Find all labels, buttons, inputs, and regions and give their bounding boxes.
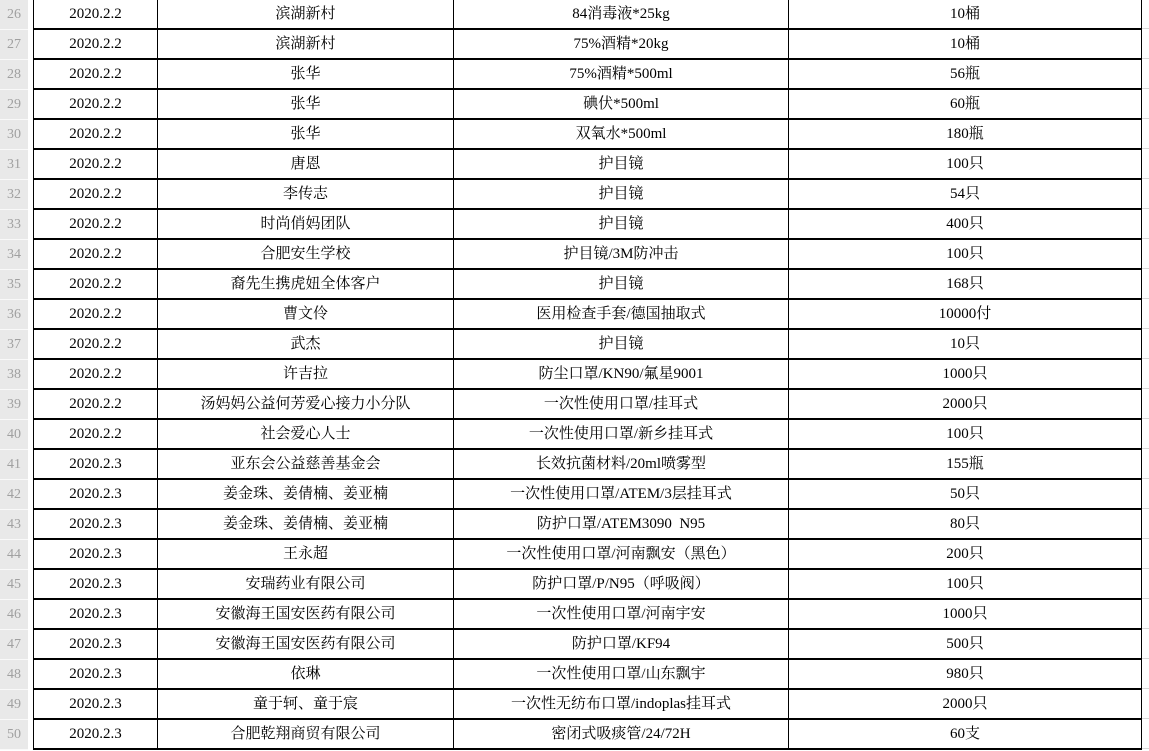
cell-date[interactable]: 2020.2.3 (34, 630, 158, 658)
cell-donor[interactable]: 姜金珠、姜倩楠、姜亚楠 (158, 480, 454, 508)
cell-item[interactable]: 一次性使用口罩/河南宇安 (454, 600, 789, 628)
cell-donor[interactable]: 合肥乾翔商贸有限公司 (158, 720, 454, 748)
cell-date[interactable]: 2020.2.2 (34, 240, 158, 268)
table-row (34, 660, 1142, 690)
cell-item[interactable]: 一次性使用口罩/ATEM/3层挂耳式 (454, 480, 789, 508)
row-number[interactable]: 45 (0, 570, 28, 600)
donation-table (33, 0, 1142, 750)
cell-date[interactable]: 2020.2.3 (34, 690, 158, 718)
cell-item[interactable]: 75%酒精*500ml (454, 60, 789, 88)
gridline-stub (1142, 418, 1149, 419)
cell-donor[interactable]: 依琳 (158, 660, 454, 688)
cell-quantity[interactable]: 10桶 (789, 30, 1142, 58)
cell-donor[interactable]: 社会爱心人士 (158, 420, 454, 448)
cell-date[interactable]: 2020.2.3 (34, 540, 158, 568)
row-number[interactable]: 41 (0, 450, 28, 480)
table-row (34, 270, 1142, 300)
cell-item[interactable]: 长效抗菌材料/20ml喷雾型 (454, 450, 789, 478)
row-number[interactable]: 42 (0, 480, 28, 510)
cell-date[interactable]: 2020.2.2 (34, 330, 158, 358)
cell-date[interactable]: 2020.2.3 (34, 720, 158, 748)
cell-item[interactable]: 一次性无纺布口罩/indoplas挂耳式 (454, 690, 789, 718)
table-row (34, 690, 1142, 720)
cell-quantity[interactable]: 100只 (789, 420, 1142, 448)
cell-donor[interactable]: 许吉拉 (158, 360, 454, 388)
row-number[interactable]: 50 (0, 720, 28, 750)
cell-date[interactable]: 2020.2.2 (34, 360, 158, 388)
cell-donor[interactable]: 汤妈妈公益何芳爱心接力小分队 (158, 390, 454, 418)
table-row (34, 360, 1142, 390)
cell-donor[interactable]: 张华 (158, 60, 454, 88)
gridline-stub (1142, 178, 1149, 179)
table-row (34, 570, 1142, 600)
cell-date[interactable]: 2020.2.3 (34, 570, 158, 598)
cell-quantity[interactable]: 10桶 (789, 0, 1142, 28)
row-number[interactable]: 44 (0, 540, 28, 570)
row-number[interactable]: 30 (0, 120, 28, 150)
cell-item[interactable]: 密闭式吸痰管/24/72H (454, 720, 789, 748)
cell-date[interactable]: 2020.2.2 (34, 30, 158, 58)
table-row (34, 120, 1142, 150)
cell-item[interactable]: 防护口罩/P/N95（呼吸阀） (454, 570, 789, 598)
cell-quantity[interactable]: 80只 (789, 510, 1142, 538)
cell-date[interactable]: 2020.2.2 (34, 0, 158, 28)
row-number[interactable]: 32 (0, 180, 28, 210)
row-number[interactable]: 27 (0, 30, 28, 60)
cell-date[interactable]: 2020.2.2 (34, 120, 158, 148)
table-row (34, 720, 1142, 750)
cell-quantity[interactable]: 400只 (789, 210, 1142, 238)
cell-donor[interactable]: 时尚俏妈团队 (158, 210, 454, 238)
table-row (34, 450, 1142, 480)
cell-quantity[interactable]: 980只 (789, 660, 1142, 688)
gridline-stub (1142, 628, 1149, 629)
cell-quantity[interactable]: 155瓶 (789, 450, 1142, 478)
gridline-stub (1142, 298, 1149, 299)
gridline-stub (1142, 238, 1149, 239)
table-row (34, 60, 1142, 90)
gridline-stub (1142, 268, 1149, 269)
cell-date[interactable]: 2020.2.2 (34, 420, 158, 448)
cell-date[interactable]: 2020.2.3 (34, 480, 158, 508)
table-row (34, 480, 1142, 510)
cell-item[interactable]: 一次性使用口罩/挂耳式 (454, 390, 789, 418)
cell-item[interactable]: 一次性使用口罩/新乡挂耳式 (454, 420, 789, 448)
table-row (34, 240, 1142, 270)
gridline-stub (1142, 88, 1149, 89)
row-number[interactable]: 43 (0, 510, 28, 540)
cell-quantity[interactable]: 56瓶 (789, 60, 1142, 88)
cell-quantity[interactable]: 2000只 (789, 690, 1142, 718)
gridline-stub (1142, 478, 1149, 479)
cell-date[interactable]: 2020.2.2 (34, 270, 158, 298)
cell-quantity[interactable]: 100只 (789, 240, 1142, 268)
cell-date[interactable]: 2020.2.2 (34, 180, 158, 208)
cell-item[interactable]: 医用检查手套/德国抽取式 (454, 300, 789, 328)
cell-date[interactable]: 2020.2.2 (34, 60, 158, 88)
cell-item[interactable]: 防护口罩/ATEM3090 N95 (454, 510, 789, 538)
row-number[interactable]: 35 (0, 270, 28, 300)
row-number[interactable]: 47 (0, 630, 28, 660)
cell-item[interactable]: 护目镜 (454, 180, 789, 208)
gridline-stub (1142, 748, 1149, 749)
cell-item[interactable]: 一次性使用口罩/河南飘安（黑色） (454, 540, 789, 568)
gridline-stub (1142, 118, 1149, 119)
row-number[interactable]: 29 (0, 90, 28, 120)
row-number-gutter (0, 0, 28, 751)
cell-date[interactable]: 2020.2.2 (34, 390, 158, 418)
cell-quantity[interactable]: 100只 (789, 150, 1142, 178)
cell-quantity[interactable]: 50只 (789, 480, 1142, 508)
cell-quantity[interactable]: 10只 (789, 330, 1142, 358)
row-number[interactable]: 49 (0, 690, 28, 720)
cell-item[interactable]: 碘伏*500ml (454, 90, 789, 118)
cell-item[interactable]: 护目镜 (454, 150, 789, 178)
row-number[interactable]: 46 (0, 600, 28, 630)
cell-donor[interactable]: 童于轲、童于宸 (158, 690, 454, 718)
row-number[interactable]: 31 (0, 150, 28, 180)
cell-item[interactable]: 防护口罩/KF94 (454, 630, 789, 658)
table-row (34, 90, 1142, 120)
row-number[interactable]: 38 (0, 360, 28, 390)
cell-date[interactable]: 2020.2.2 (34, 300, 158, 328)
cell-donor[interactable]: 安徽海王国安医药有限公司 (158, 630, 454, 658)
cell-date[interactable]: 2020.2.3 (34, 510, 158, 538)
cell-quantity[interactable]: 500只 (789, 630, 1142, 658)
cell-item[interactable]: 护目镜 (454, 210, 789, 238)
cell-date[interactable]: 2020.2.2 (34, 90, 158, 118)
gridline-stub (1142, 388, 1149, 389)
cell-quantity[interactable]: 168只 (789, 270, 1142, 298)
gridline-stub (1142, 208, 1149, 209)
row-number[interactable]: 36 (0, 300, 28, 330)
cell-item[interactable]: 护目镜 (454, 330, 789, 358)
cell-date[interactable]: 2020.2.3 (34, 600, 158, 628)
cell-donor[interactable]: 曹文伶 (158, 300, 454, 328)
row-number[interactable]: 33 (0, 210, 28, 240)
cell-donor[interactable]: 武杰 (158, 330, 454, 358)
row-number[interactable]: 37 (0, 330, 28, 360)
table-row (34, 390, 1142, 420)
cell-quantity[interactable]: 180瓶 (789, 120, 1142, 148)
gridline-stub (1142, 598, 1149, 599)
cell-quantity[interactable]: 1000只 (789, 360, 1142, 388)
cell-item[interactable]: 84消毒液*25kg (454, 0, 789, 28)
cell-donor[interactable]: 滨湖新村 (158, 30, 454, 58)
cell-quantity[interactable]: 60支 (789, 720, 1142, 748)
cell-donor[interactable]: 合肥安生学校 (158, 240, 454, 268)
table-row (34, 150, 1142, 180)
cell-donor[interactable]: 姜金珠、姜倩楠、姜亚楠 (158, 510, 454, 538)
cell-item[interactable]: 护目镜/3M防冲击 (454, 240, 789, 268)
table-row (34, 420, 1142, 450)
cell-donor[interactable]: 张华 (158, 90, 454, 118)
cell-donor[interactable]: 滨湖新村 (158, 0, 454, 28)
cell-item[interactable]: 一次性使用口罩/山东飘宇 (454, 660, 789, 688)
gridline-stub (1142, 568, 1149, 569)
row-number[interactable]: 48 (0, 660, 28, 690)
cell-item[interactable]: 护目镜 (454, 270, 789, 298)
cell-quantity[interactable]: 200只 (789, 540, 1142, 568)
cell-date[interactable]: 2020.2.2 (34, 210, 158, 238)
table-row (34, 0, 1142, 30)
gridline-stub (1142, 718, 1149, 719)
table-row (34, 300, 1142, 330)
table-row (34, 330, 1142, 360)
table-row (34, 600, 1142, 630)
cell-date[interactable]: 2020.2.3 (34, 450, 158, 478)
cell-donor[interactable]: 张华 (158, 120, 454, 148)
gridline-stub (1142, 688, 1149, 689)
row-number[interactable]: 40 (0, 420, 28, 450)
table-row (34, 180, 1142, 210)
cell-quantity[interactable]: 2000只 (789, 390, 1142, 418)
gridline-stub (1142, 508, 1149, 509)
cell-donor[interactable]: 裔先生携虎妞全体客户 (158, 270, 454, 298)
cell-date[interactable]: 2020.2.2 (34, 150, 158, 178)
cell-quantity[interactable]: 1000只 (789, 600, 1142, 628)
cell-donor[interactable]: 亚东会公益慈善基金会 (158, 450, 454, 478)
gridline-stub (1142, 448, 1149, 449)
cell-quantity[interactable]: 54只 (789, 180, 1142, 208)
table-row (34, 210, 1142, 240)
gridline-stub (1142, 658, 1149, 659)
gridline-stub (1142, 358, 1149, 359)
row-number[interactable]: 34 (0, 240, 28, 270)
cell-item[interactable]: 75%酒精*20kg (454, 30, 789, 58)
gridline-stub (1142, 58, 1149, 59)
gridline-stub (1142, 148, 1149, 149)
cell-donor[interactable]: 王永超 (158, 540, 454, 568)
row-number[interactable]: 26 (0, 0, 28, 30)
row-number[interactable]: 39 (0, 390, 28, 420)
cell-donor[interactable]: 安徽海王国安医药有限公司 (158, 600, 454, 628)
cell-donor[interactable]: 唐恩 (158, 150, 454, 178)
table-row (34, 510, 1142, 540)
cell-quantity[interactable]: 60瓶 (789, 90, 1142, 118)
gridline-stub (1142, 28, 1149, 29)
cell-donor[interactable]: 安瑞药业有限公司 (158, 570, 454, 598)
gridline-stub (1142, 538, 1149, 539)
table-row (34, 540, 1142, 570)
table-row (34, 630, 1142, 660)
row-number[interactable]: 28 (0, 60, 28, 90)
table-row (34, 30, 1142, 60)
cell-item[interactable]: 防尘口罩/KN90/氟星9001 (454, 360, 789, 388)
cell-date[interactable]: 2020.2.3 (34, 660, 158, 688)
cell-donor[interactable]: 李传志 (158, 180, 454, 208)
cell-quantity[interactable]: 100只 (789, 570, 1142, 598)
gridline-stub (1142, 328, 1149, 329)
cell-quantity[interactable]: 10000付 (789, 300, 1142, 328)
cell-item[interactable]: 双氧水*500ml (454, 120, 789, 148)
